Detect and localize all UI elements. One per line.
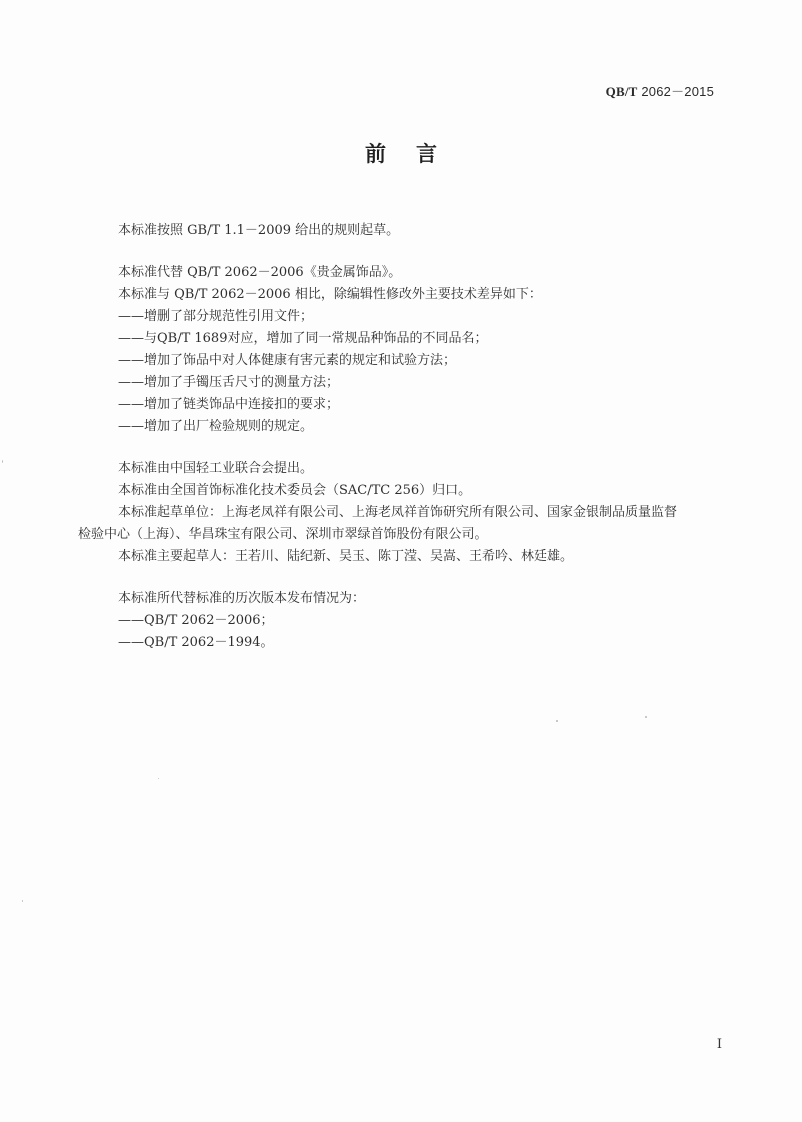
foreword-title: 前言 — [365, 142, 467, 166]
paragraph-centralized-by: 本标准由全国首饰标准化技术委员会（SAC/TC 256）归口。 — [118, 483, 472, 498]
list-item: ——增加了饰品中对人体健康有害元素的规定和试验方法； — [118, 353, 457, 368]
standard-code-number: 2062－2015 — [637, 84, 714, 99]
paragraph-drafting-units: 本标准起草单位：上海老凤祥有限公司、上海老凤祥首饰研究所有限公司、国家金银制品质量监督 — [118, 505, 678, 520]
scan-speck — [556, 720, 558, 722]
list-item: ——增加了出厂检验规则的规定。 — [118, 419, 314, 434]
scan-speck — [158, 778, 159, 779]
list-item: ——与QB/T 1689对应，增加了同一常规品种饰品的不同品名； — [118, 331, 488, 346]
list-item: ——QB/T 2062－1994。 — [118, 635, 274, 650]
paragraph-previous-editions: 本标准所代替标准的历次版本发布情况为： — [118, 591, 366, 606]
paragraph-proposed-by: 本标准由中国轻工业联合会提出。 — [118, 461, 314, 476]
paragraph-replaces: 本标准代替 QB/T 2062－2006《贵金属饰品》。 — [118, 265, 402, 280]
scan-speck — [2, 460, 3, 463]
paragraph-differences-intro: 本标准与 QB/T 2062－2006 相比，除编辑性修改外主要技术差异如下： — [118, 287, 542, 302]
paragraph-drafting-units-cont: 检验中心（上海）、华昌珠宝有限公司、深圳市翠绿首饰股份有限公司。 — [78, 527, 488, 542]
standard-code-prefix: QB/T — [605, 84, 638, 99]
paragraph-main-drafters: 本标准主要起草人：王若川、陆纪新、吴玉、陈丁滢、吴嵩、王希吟、林廷雄。 — [118, 549, 574, 564]
list-item: ——增删了部分规范性引用文件； — [118, 309, 314, 324]
paragraph-drafting-rules: 本标准按照 GB/T 1.1－2009 给出的规则起草。 — [118, 223, 400, 238]
list-item: ——增加了链类饰品中连接扣的要求； — [118, 397, 340, 412]
standard-code — [606, 81, 714, 100]
list-item: ——QB/T 2062－2006； — [118, 613, 274, 628]
list-item: ——增加了手镯压舌尺寸的测量方法； — [118, 375, 340, 390]
scan-speck — [645, 716, 647, 718]
scan-speck — [22, 900, 23, 902]
page-number: I — [716, 1037, 722, 1052]
